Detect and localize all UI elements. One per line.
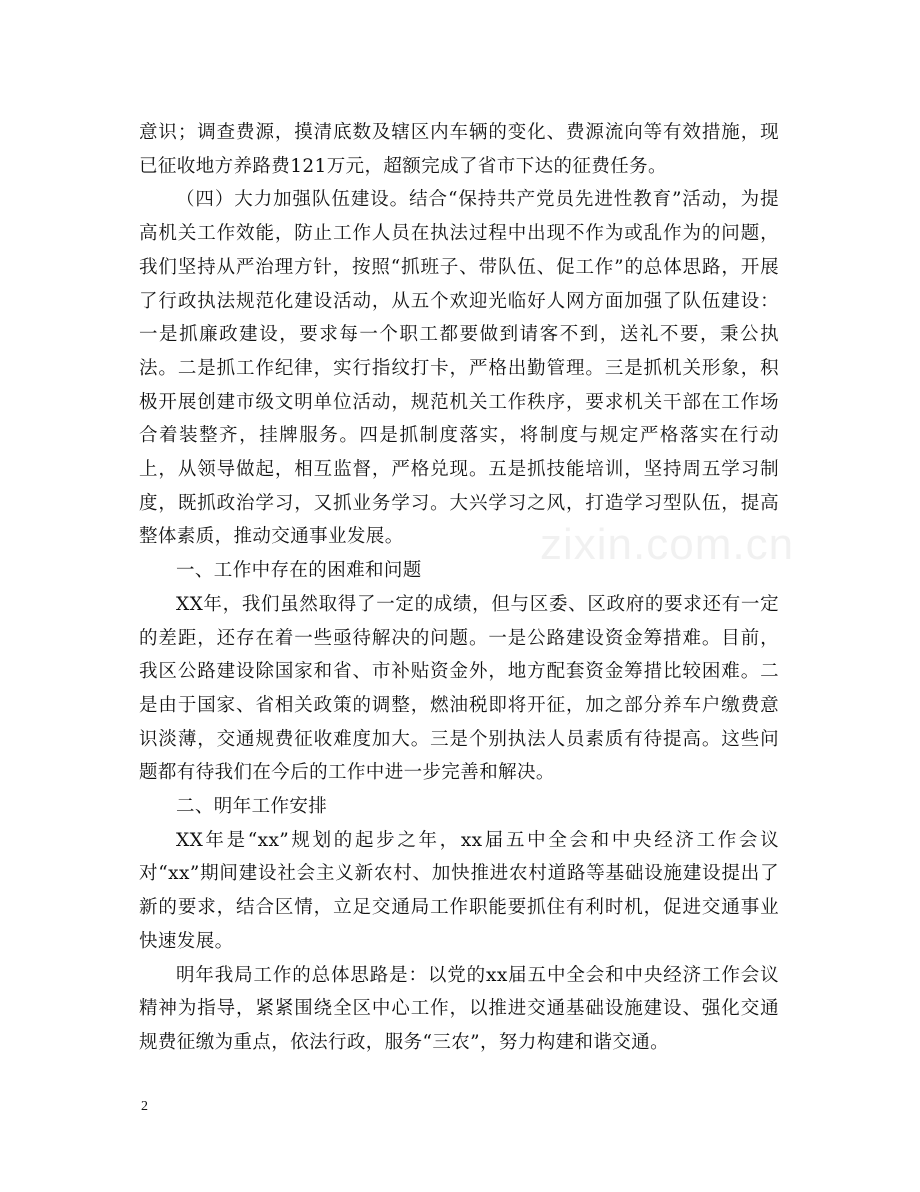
- paragraph-team-building: （四）大力加强队伍建设。结合“保持共产党员先进性教育”活动，为提高机关工作效能，防止工作人员在执法过程中出现不作为或乱作为的问题，我们坚持从严治理方针，按照“抓班子、带队伍、促工作”的总体思路，开展了行政执法规范化建设活动，从五个欢迎光临好人网方面加强了队伍建设：一是抓廉政建设，要求每一个职工都要做到请客不到，送礼不要，秉公执法。二是抓工作纪律，实行指纹打卡，严格出勤管理。三是抓机关形象，积极开展创建市级文明单位活动，规范机关工作秩序，要求机关干部在工作场合着装整齐，挂牌服务。四是抓制度落实，将制度与规定严格落实在行动上，从领导做起，相互监督，严格兑现。五是抓技能培训，坚持周五学习制度，既抓政治学习，又抓业务学习。大兴学习之风，打造学习型队伍，提高整体素质，推动交通事业发展。: [139, 189, 779, 548]
- section-heading-problems: 一、工作中存在的困难和问题: [176, 560, 422, 582]
- page-number: 2: [141, 1099, 148, 1114]
- paragraph-overall-approach: 明年我局工作的总体思路是：以党的xx届五中全会和中央经济工作会议精神为指导，紧紧围绕全区中心工作，以推进交通基础设施建设、强化交通规费征缴为重点，依法行政，服务“三农”，努力构建和谐交通。: [139, 964, 779, 1053]
- watermark: zixin.com.cn: [540, 520, 795, 569]
- paragraph-next-year-context: XX年是“xx”规划的起步之年，xx届五中全会和中央经济工作会议对“xx”期间建设社会主义新农村、加快推进农村道路等基础设施建设提出了新的要求，结合区情，立足交通局工作职能要抓住有利时机，促进交通事业快速发展。: [139, 829, 779, 952]
- paragraph-problems: XX年，我们虽然取得了一定的成绩，但与区委、区政府的要求还有一定的差距，还存在着一些亟待解决的问题。一是公路建设资金筹措难。目前，我区公路建设除国家和省、市补贴资金外，地方配套资金筹措比较困难。二是由于国家、省相关政策的调整，燃油税即将开征，加之部分养车户缴费意识淡薄，交通规费征收难度加大。三是个别执法人员素质有待提高。这些问题都有待我们在今后的工作中进一步完善和解决。: [139, 593, 779, 784]
- document-body: [139, 116, 779, 1060]
- section-heading-next-year: 二、明年工作安排: [176, 796, 328, 818]
- paragraph-continuation: 意识；调查费源，摸清底数及辖区内车辆的变化、费源流向等有效措施，现已征收地方养路费121万元，超额完成了省市下达的征费任务。: [139, 122, 779, 177]
